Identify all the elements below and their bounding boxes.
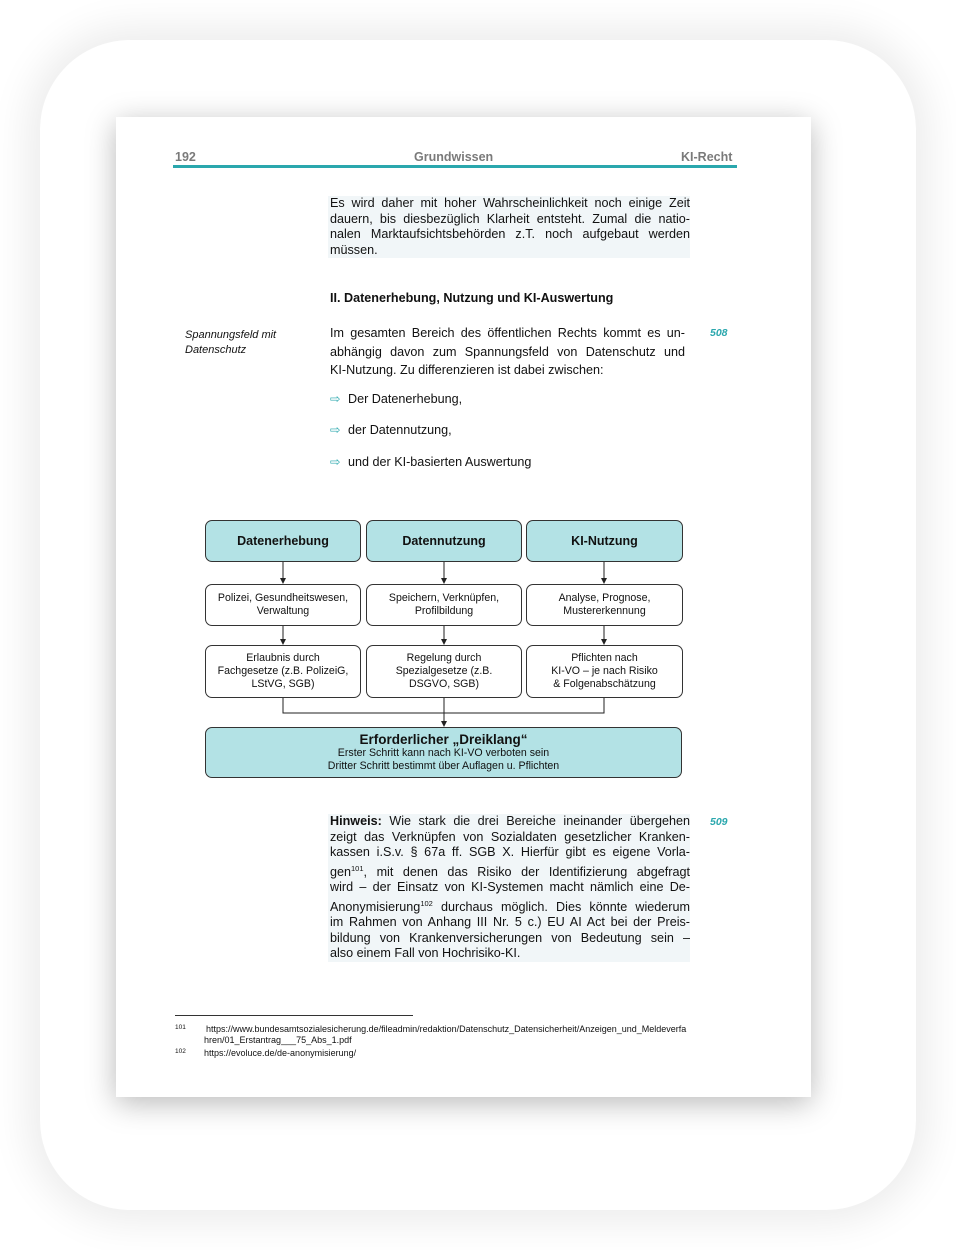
- diagram-text-line: KI-VO – je nach Risiko: [551, 665, 658, 677]
- diagram-text-line: Analyse, Prognose,: [558, 592, 651, 604]
- paragraph-line: KI-Nutzung. Zu differenzieren ist dabei zwischen:: [330, 363, 604, 377]
- diagram-header-datenerhebung: [205, 520, 361, 562]
- diagram-middle-box: [366, 584, 522, 626]
- diagram-middle-box: [205, 584, 361, 626]
- diagram-text-line: DSGVO, SGB): [408, 678, 480, 690]
- footnote-url-continued[interactable]: hren/01_Erstantrag___75_Abs_1.pdf: [204, 1035, 352, 1045]
- hinweis-text: , mit denen das Risiko der Identifizierung abgefragt: [363, 864, 690, 879]
- hinweis-line: wird – der Einsatz von KI-Systemen macht nämlich eine De-: [330, 880, 690, 895]
- diagram-text-line: Fachgesetze (z.B. PolizeiG,: [217, 665, 349, 677]
- diagram-result-line: Dritter Schritt bestimmt über Auflagen u. Pflichten: [327, 760, 560, 772]
- paragraph-line: Im gesamten Bereich des öffentlichen Rechts kommt es un-: [330, 326, 685, 340]
- diagram-bottom-box: [205, 645, 361, 698]
- diagram-bottom-box: [366, 645, 522, 698]
- margin-number-508: 508: [710, 327, 728, 339]
- hinweis-line: also einem Fall von Hochrisiko-KI.: [330, 946, 521, 961]
- footnote-rule: [175, 1015, 413, 1016]
- diagram-text-line: Polizei, Gesundheitswesen,: [217, 592, 349, 604]
- intro-line: müssen.: [330, 242, 378, 257]
- bullet-text: Der Datenerhebung,: [348, 392, 463, 406]
- footnote-number: 102: [175, 1048, 186, 1055]
- diagram-header-label: Datenerhebung: [237, 534, 329, 548]
- bullet-text: der Datennutzung,: [348, 423, 452, 437]
- bullet-text: und der KI-basierten Auswertung: [348, 455, 532, 469]
- hinweis-text: gen: [330, 864, 352, 879]
- diagram-text-line: Profilbildung: [414, 605, 474, 617]
- diagram-header-ki-nutzung: [526, 520, 683, 562]
- document-page: [116, 117, 811, 1097]
- intro-line: dauern, bis diesbezüglich Klarheit entsteht. Zumal die natio-: [330, 211, 690, 226]
- footnote-url[interactable]: https://evoluce.de/de-anonymisierung/: [204, 1048, 357, 1058]
- arrow-icon: ⇨: [330, 423, 341, 437]
- hinweis-text: Wie stark die drei Bereiche ineinander übergehen: [381, 814, 690, 828]
- footnote-url[interactable]: https://www.bundesamtsozialesicherung.de/fileadmin/redaktion/Datenschutz_Datensicherheit/Anzeigen_und_Meldeverfa: [206, 1024, 687, 1034]
- running-title: Grundwissen: [414, 150, 494, 164]
- diagram-text-line: Regelung durch: [406, 652, 482, 664]
- margin-note-line: Datenschutz: [185, 344, 247, 356]
- chapter-title: KI-Recht: [681, 150, 733, 164]
- diagram-header-label: KI-Nutzung: [571, 534, 638, 548]
- hinweis-line: zeigt das Verknüpfen von Sozialdaten gesetzlicher Kranken-: [330, 829, 690, 844]
- section-heading: II. Datenerhebung, Nutzung und KI-Auswertung: [330, 291, 614, 305]
- diagram-header-datennutzung: [366, 520, 522, 562]
- arrow-icon: ⇨: [330, 392, 341, 406]
- margin-note-line: Spannungsfeld mit: [185, 329, 277, 341]
- hinweis-box: [328, 814, 690, 962]
- hinweis-line: im Rahmen von Anhang III Nr. 5 c.) EU AI Act bei der Preis-: [330, 915, 690, 930]
- diagram-text-line: Verwaltung: [256, 605, 310, 617]
- diagram-result-line: Erster Schritt kann nach KI-VO verboten sein: [337, 747, 550, 759]
- margin-number-509: 509: [710, 816, 728, 828]
- page-number: 192: [175, 150, 196, 164]
- arrow-icon: ⇨: [330, 455, 341, 469]
- diagram-text-line: Erlaubnis durch: [246, 652, 320, 664]
- diagram-text-line: Mustererkennung: [563, 605, 646, 617]
- diagram-result-title: Erforderlicher „Dreiklang“: [359, 732, 528, 747]
- footnote-102: [175, 1046, 745, 1060]
- diagram-text-line: Speichern, Verknüpfen,: [388, 592, 500, 604]
- diagram-result-box: [205, 727, 682, 778]
- footnote-number: 101: [175, 1024, 186, 1031]
- diagram-text-line: & Folgenabschätzung: [553, 678, 656, 690]
- diagram-text-line: Pflichten nach: [571, 652, 638, 664]
- hinweis-text: Anonymisierung: [330, 899, 421, 914]
- hinweis-line: bildung von Krankenversicherungen von Bedeutung sein –: [330, 930, 690, 945]
- diagram-bottom-box: [526, 645, 683, 698]
- paragraph-line: abhängig davon zum Spannungsfeld von Datenschutz und: [330, 344, 685, 359]
- diagram-middle-box: [526, 584, 683, 626]
- intro-line: Es wird daher mit hoher Wahrscheinlichkeit noch einige Zeit: [330, 196, 690, 210]
- diagram-text-line: Spezialgesetze (z.B.: [395, 665, 493, 677]
- hinweis-label: Hinweis:: [330, 814, 382, 828]
- diagram-text-line: LStVG, SGB): [251, 678, 315, 690]
- footnote-ref[interactable]: 101: [351, 863, 364, 873]
- hinweis-line: kassen i.S.v. § 67a ff. SGB X. Hierfür gibt es eigene Vorla-: [330, 845, 690, 859]
- intro-line: nalen Marktaufsichtsbehörden z.T. noch aufgebaut werden: [330, 227, 690, 241]
- footnote-ref[interactable]: 102: [420, 898, 433, 908]
- hinweis-text: durchaus möglich. Dies könnte wiederum: [432, 899, 690, 914]
- footnote-101: [175, 1022, 745, 1045]
- diagram-header-label: Datennutzung: [402, 534, 486, 548]
